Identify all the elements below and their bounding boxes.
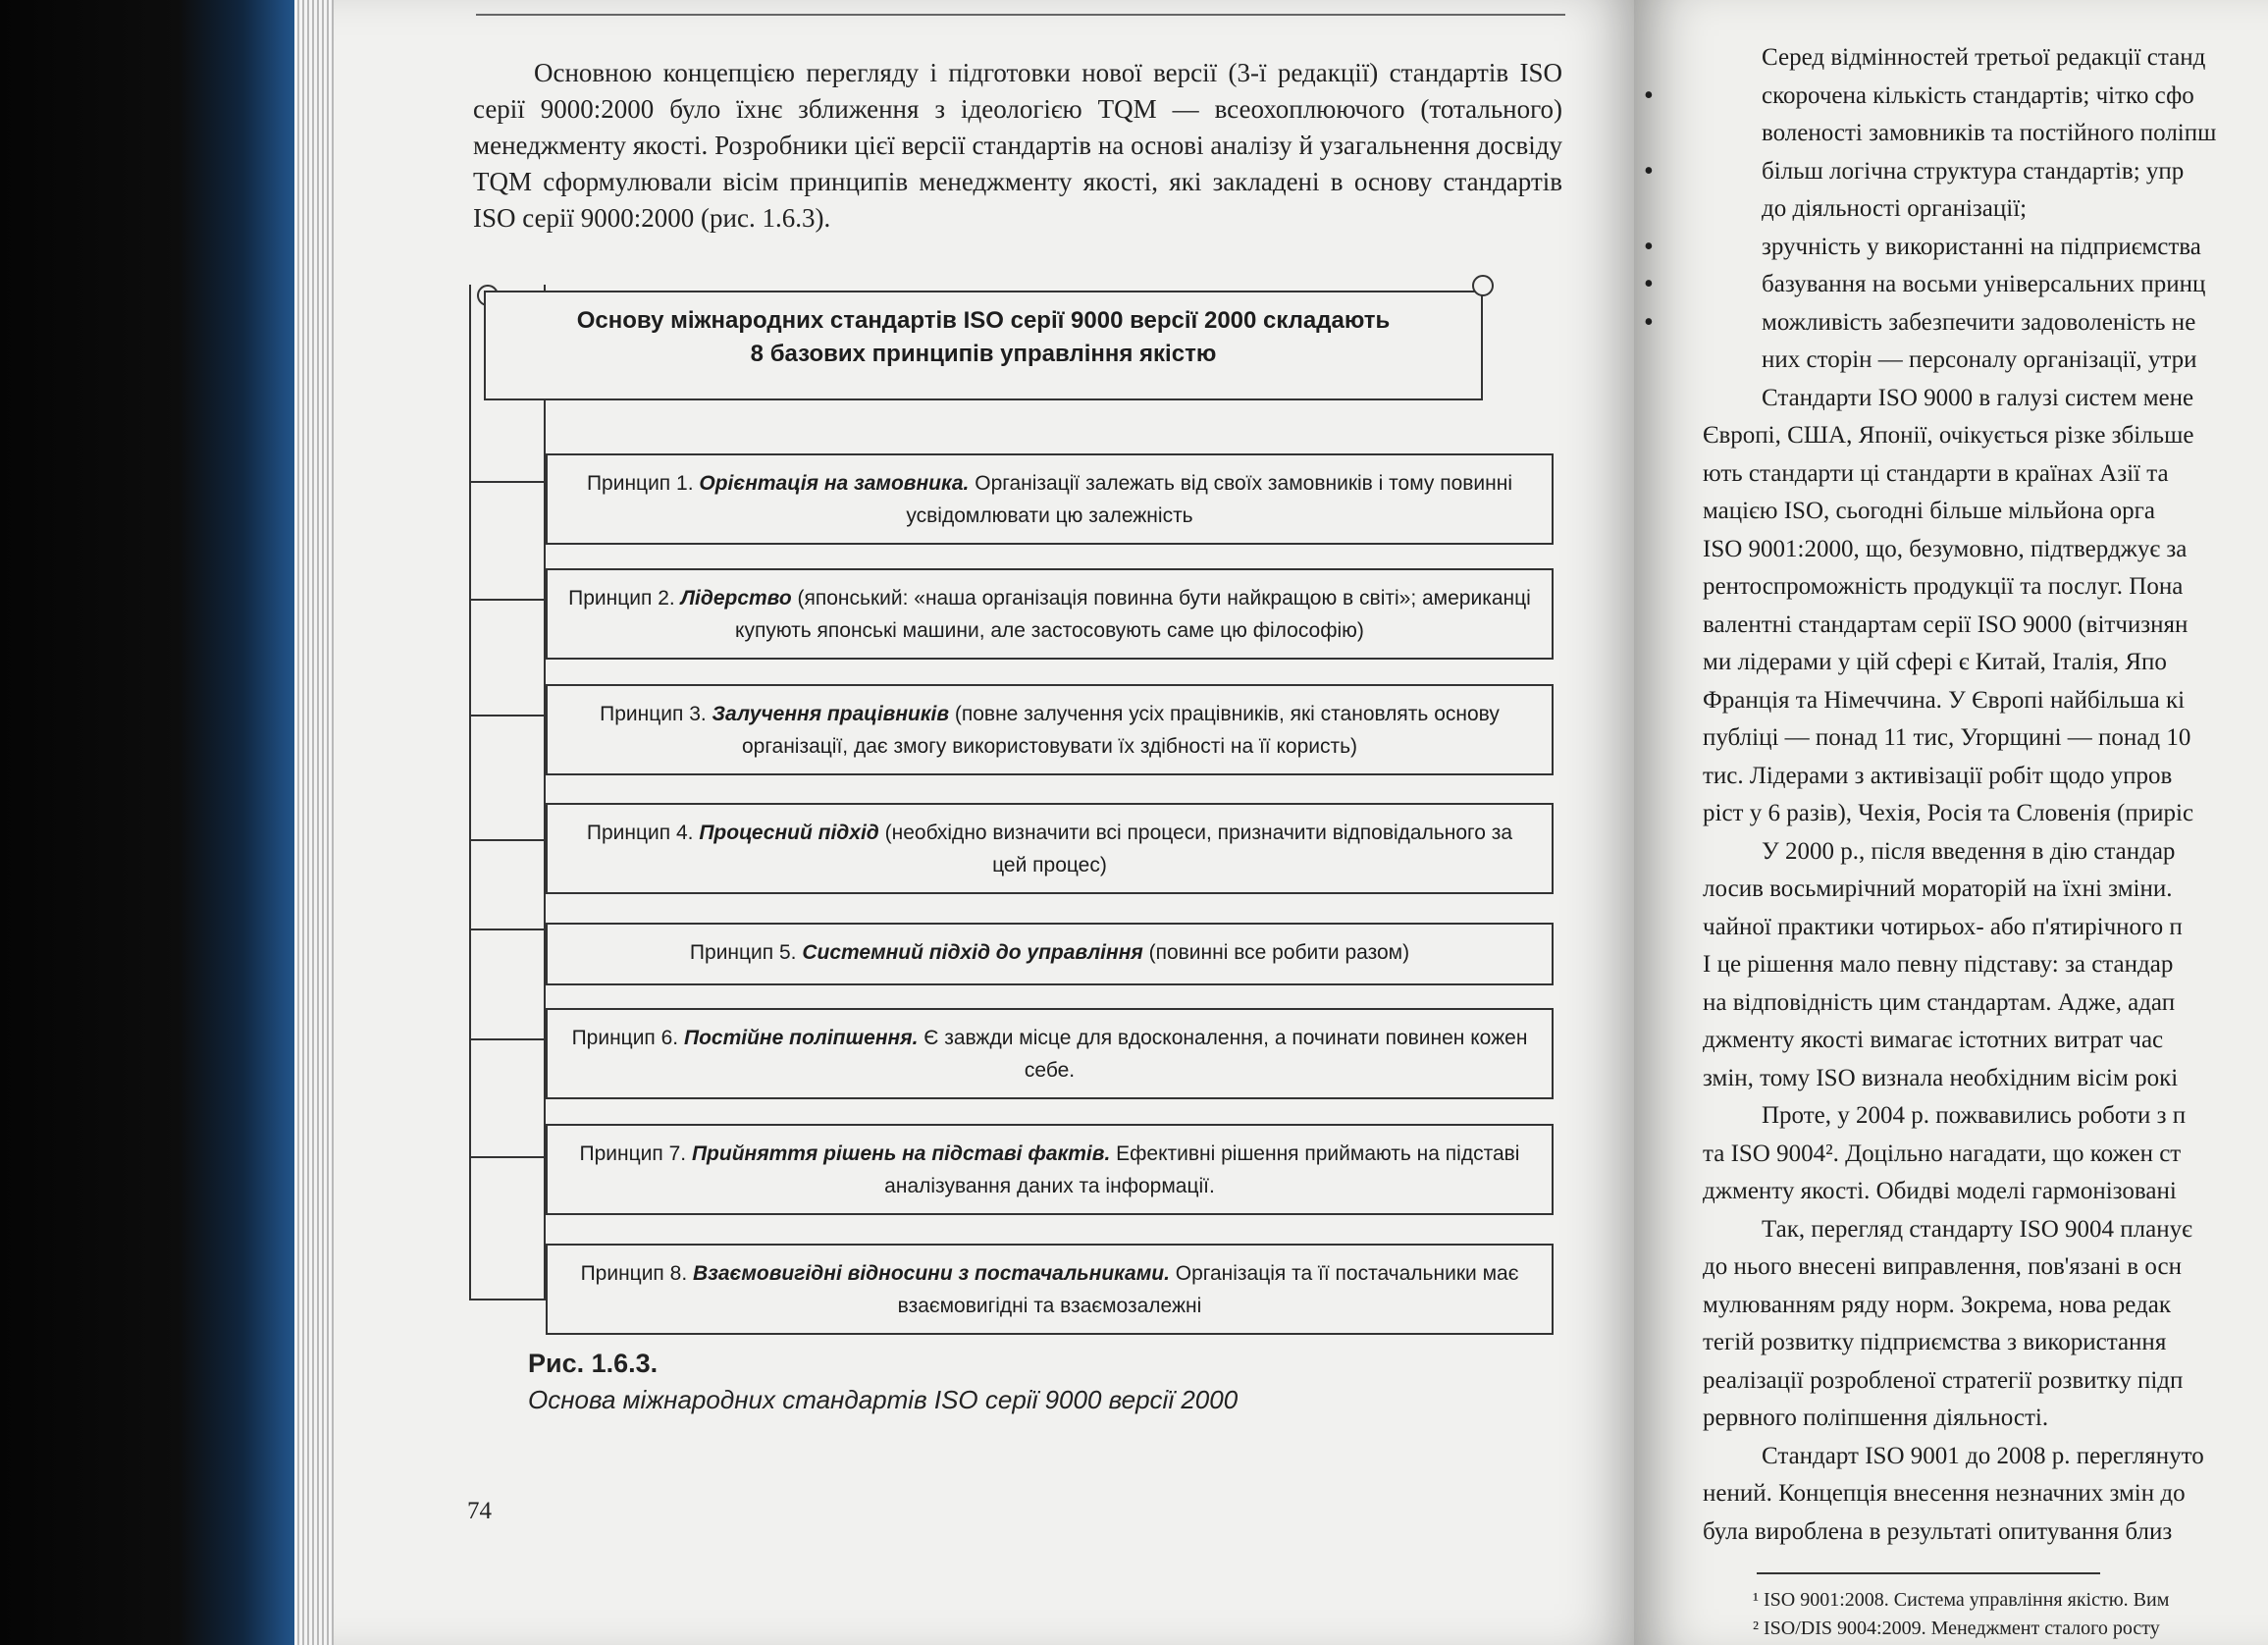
principle-term: Системний підхід до управління — [802, 941, 1143, 964]
principle-prefix: Принцип 4. — [586, 822, 700, 844]
principle-term: Залучення працівників — [712, 703, 950, 725]
principle-prefix: Принцип 2. — [568, 587, 681, 610]
text-line: Франція та Німеччина. У Європі найбільша кі — [1703, 686, 2186, 714]
principle-prefix: Принцип 1. — [586, 472, 700, 495]
text-line: мулюванням ряду норм. Зокрема, нова редак — [1703, 1291, 2172, 1318]
footnote-rule — [1757, 1572, 2100, 1574]
principle-box-2 — [546, 568, 1554, 660]
page-number: 74 — [467, 1498, 492, 1524]
principle-text: (японський: «наша організація повинна бути найкращою в світі»; американці купують японські машини, але застосовують саме цю філософію) — [735, 587, 1531, 642]
footnote-1: ¹ ISO 9001:2008. Система управління якістю. Вим — [1753, 1589, 2170, 1611]
text-line: змін, тому ISO визнала необхідним вісім рокі — [1703, 1064, 2179, 1091]
text-line: валентні стандартам серії ISO 9000 (вітчизнян — [1703, 610, 2189, 638]
text-line: ISO 9001:2000, що, безумовно, підтверджує за — [1703, 535, 2188, 562]
connector-8 — [469, 1299, 546, 1300]
connector-7 — [469, 1156, 546, 1158]
text-line: реалізації розробленої стратегії розвитку підп — [1703, 1366, 2184, 1394]
text-line: Стандарти ISO 9000 в галузі систем мене — [1762, 384, 2194, 411]
diagram-title-line2: 8 базових принципів управління якістю — [750, 341, 1217, 367]
text-line: тегій розвитку підприємства з використання — [1703, 1329, 2167, 1355]
connector-5 — [469, 929, 546, 930]
connector-6 — [469, 1038, 546, 1040]
text-line: воленості замовників та постійного поліпш — [1762, 120, 2217, 146]
principle-term: Процесний підхід — [699, 822, 879, 844]
text-line: джменту якості. Обидві моделі гармонізовані — [1703, 1178, 2177, 1204]
text-line: до нього внесені виправлення, пов'язані в осн — [1703, 1253, 2182, 1280]
text-line: до діяльності організації; — [1762, 195, 2028, 222]
bullet-line: • зручність у використанні на підприємства — [1703, 229, 2268, 267]
text-line: джменту якості вимагає істотних витрат час — [1703, 1027, 2164, 1053]
header-rule — [476, 14, 1565, 16]
principle-prefix: Принцип 6. — [571, 1027, 684, 1049]
connector-1 — [469, 481, 546, 483]
principle-prefix: Принцип 8. — [580, 1262, 693, 1285]
principle-prefix: Принцип 7. — [579, 1142, 692, 1165]
scroll-curl-right — [1472, 275, 1494, 296]
principle-prefix: Принцип 5. — [689, 941, 803, 964]
text-line: та ISO 9004². Доцільно нагадати, що кожен ст — [1703, 1140, 2182, 1167]
principle-term: Постійне поліпшення. — [683, 1027, 919, 1049]
text-line: тис. Лідерами з активізації робіт щодо упров — [1703, 762, 2173, 789]
text-line: лосив восьмирічний мораторій на їхні зміни. — [1703, 876, 2173, 902]
scan-background-strip — [0, 0, 324, 1645]
bullet-line: • можливість забезпечити задоволеність не — [1703, 304, 2268, 343]
principle-box-3 — [546, 684, 1554, 775]
text-line: мацією ISO, сьогодні більше мільйона орга — [1703, 498, 2155, 524]
figure-label: Рис. 1.6.3. — [528, 1349, 659, 1378]
principle-term: Взаємовигідні відносини з постачальниками. — [693, 1262, 1170, 1285]
text-line: них сторін — персоналу організації, утри — [1762, 346, 2197, 373]
text-line: ріст у 6 разів), Чехія, Росія та Словенія (приріс — [1703, 800, 2194, 826]
principle-box-4 — [546, 803, 1554, 894]
text-line: Європі, США, Японії, очікується різке збільше — [1703, 422, 2194, 449]
principle-text: (повне залучення усіх працівників, які становлять основу організації, дає змогу використовувати їх здібності на її користь) — [741, 703, 1500, 758]
intro-text-block — [473, 55, 1562, 237]
footnote-2: ² ISO/DIS 9004:2009. Менеджмент сталого росту — [1753, 1618, 2160, 1639]
principle-text: (необхідно визначити всі процеси, призначити відповідального за цей процес) — [878, 822, 1513, 876]
principle-prefix: Принцип 3. — [600, 703, 712, 725]
principle-term: Лідерство — [680, 587, 792, 610]
text-line: чайної практики чотирьох- або п'ятирічного п — [1703, 913, 2183, 940]
principle-text: Організація та її постачальники має взаємовигідні та взаємозалежні — [897, 1262, 1519, 1317]
principle-term: Прийняття рішень на підставі фактів. — [691, 1142, 1111, 1165]
text-line: рервного поліпшення діяльності. — [1703, 1405, 2049, 1431]
figure-caption: Основа міжнародних стандартів ISO серії 9000 версії 2000 — [528, 1385, 1239, 1414]
right-page-text — [1703, 39, 2268, 1551]
principle-term: Орієнтація на замовника. — [699, 472, 970, 495]
text-line: публіці — понад 11 тис, Угорщині — понад 10 — [1703, 724, 2191, 751]
text-line: Так, перегляд стандарту ISO 9004 планує — [1762, 1215, 2192, 1243]
principle-box-8 — [546, 1244, 1554, 1335]
intro-paragraph: Основною концепцією перегляду і підготовки нової версії (3-ї редакції) стандартів ISO серії 9000:2000 було їхнє зближення з ідеологією TQM — всеохоплюючого (тотального) менеджменту якості. Розробники цієї версії стандартів на основі аналізу й узагальнення досвіду TQM сформулювали вісім принципів менеджменту якості, які закладені в основу стандартів ISO серії 9000:2000 (рис. 1.6.3). — [473, 58, 1562, 233]
principle-box-5 — [546, 923, 1554, 985]
diagram-title-box — [484, 291, 1483, 400]
text-line: рентоспроможність продукції та послуг. Пона — [1703, 573, 2184, 600]
text-line: Серед відмінностей третьої редакції станд — [1762, 44, 2206, 71]
text-line: У 2000 р., після введення в дію стандар — [1762, 837, 2176, 865]
bullet-line: • базування на восьми універсальних принц — [1703, 266, 2268, 304]
text-line: І це рішення мало певну підставу: за стандар — [1703, 951, 2174, 978]
connector-2 — [469, 599, 546, 601]
text-line: була вироблена в результаті опитування близ — [1703, 1517, 2173, 1545]
book-page-edges — [294, 0, 334, 1645]
principle-text: (повинні все робити разом) — [1142, 941, 1410, 964]
diagram-title-line1: Основу міжнародних стандартів ISO серії 9000 версії 2000 складають — [576, 307, 1391, 334]
connector-3 — [469, 715, 546, 716]
footnotes — [1753, 1586, 2169, 1643]
text-line: Стандарт ISO 9001 до 2008 р. переглянуто — [1762, 1442, 2204, 1469]
text-line: нений. Концепція внесення незначних змін до — [1703, 1480, 2186, 1507]
bullet-line: • більш логічна структура стандартів; упр — [1703, 153, 2268, 191]
text-line: ють стандарти ці стандарти в країнах Азії та — [1703, 459, 2169, 487]
connector-4 — [469, 839, 546, 841]
diagram-spine — [469, 285, 546, 1300]
principle-text: Організації залежать від своїх замовників і тому повинні усвідомлювати цю залежність — [906, 472, 1513, 527]
bullet-line: • скорочена кількість стандартів; чітко сфо — [1703, 78, 2268, 116]
principle-text: Ефективні рішення приймають на підставі аналізування даних та інформації. — [884, 1142, 1520, 1197]
text-line: Проте, у 2004 р. пожвавились роботи з п — [1762, 1102, 2187, 1129]
principle-text: Є завжди місце для вдосконалення, а починати повинен кожен себе. — [918, 1027, 1528, 1082]
principle-box-7 — [546, 1124, 1554, 1215]
principle-box-6 — [546, 1008, 1554, 1099]
text-line: на відповідність цим стандартам. Адже, адап — [1703, 988, 2176, 1016]
text-line: ми лідерами у цій сфері є Китай, Італія, Япо — [1703, 649, 2167, 675]
principle-box-1 — [546, 453, 1554, 545]
